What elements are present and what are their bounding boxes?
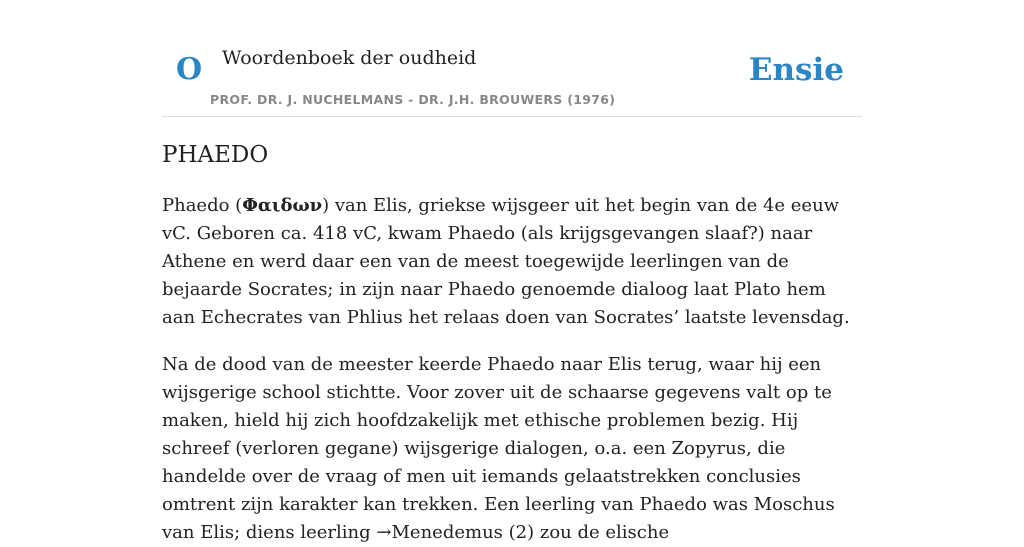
section-letter: O xyxy=(176,52,203,87)
ensie-logo-link[interactable]: Ensie xyxy=(748,52,844,88)
header xyxy=(162,0,862,117)
entry-title: PHAEDO xyxy=(162,142,269,168)
greek-name: Φαιδων xyxy=(242,195,323,216)
page xyxy=(162,0,862,543)
paragraph-1-text-rest: ) van Elis, griekse wijsgeer uit het begin van de 4e eeuw vC. Geboren ca. 418 vC, kwam Phaedo (als krijgsgevangen slaaf?) naar Athene en werd daar een van de meest toegewijde leerlingen van de bejaarde Socrates; in zijn naar Phaedo genoemde dialoog laat Plato hem aan Echecrates van Phlius het relaas doen van Socrates’ laatste levensdag. xyxy=(162,195,850,328)
paragraph-1-text-start: Phaedo ( xyxy=(162,195,243,216)
book-title: Woordenboek der oudheid xyxy=(222,47,477,69)
book-authors: PROF. DR. J. NUCHELMANS - DR. J.H. BROUWERS (1976) xyxy=(210,92,616,107)
cross-reference-link-menedemus[interactable]: Menedemus (2) zou de elische xyxy=(391,522,670,543)
entry-paragraph-1 xyxy=(162,192,862,332)
cross-reference-arrow-icon: → xyxy=(376,522,392,543)
paragraph-2-text-start: Na de dood van de meester keerde Phaedo naar Elis terug, waar hij een wijsgerige school stichtte. Voor zover uit de schaarse gegevens valt op te maken, hield hij zich hoofdzakelijk met ethische problemen bezig. Hij schreef (verloren gegane) wijsgerige dialogen, o.a. een Zopyrus, die handelde over de vraag of men uit iemands gelaatstrekken conclusies omtrent zijn karakter kan trekken. Een leerling van Phaedo was Moschus van Elis; diens leerling xyxy=(162,354,835,543)
entry-paragraph-2 xyxy=(162,351,862,547)
